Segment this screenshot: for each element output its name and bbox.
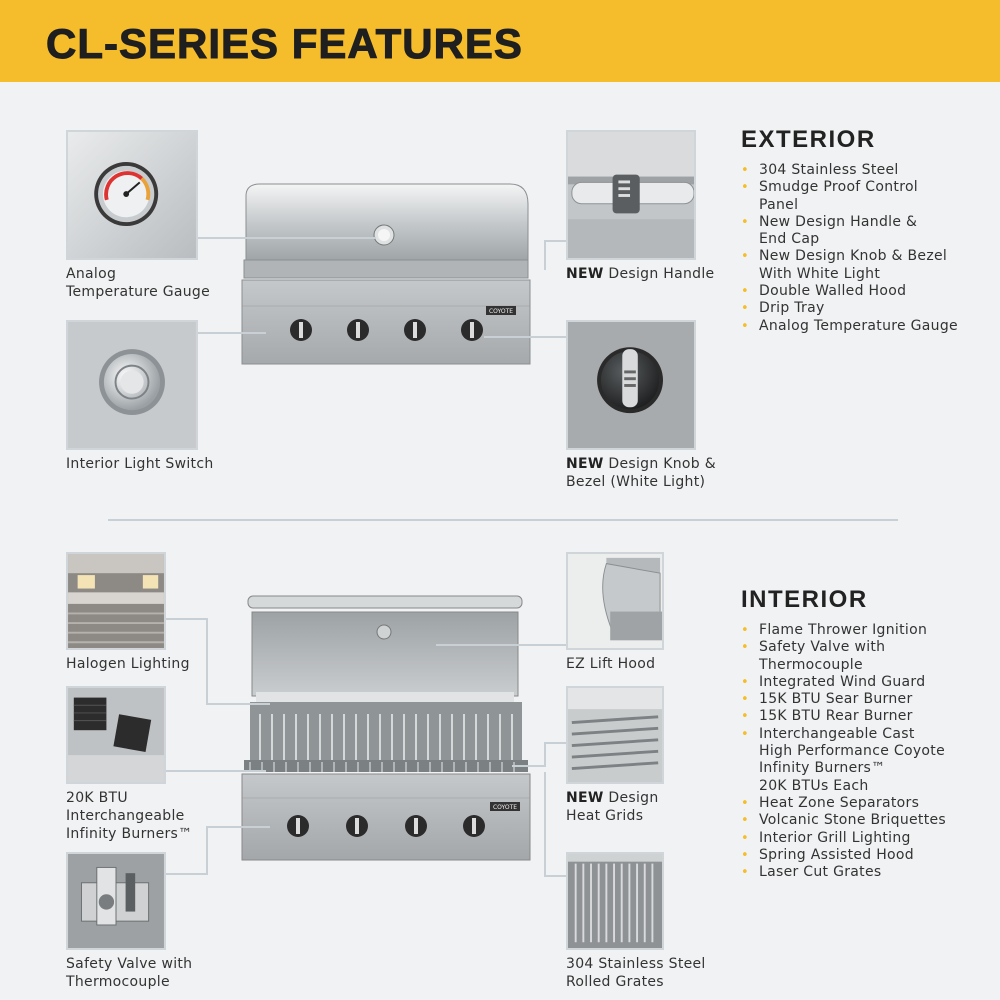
- halogen-leader-h2: [206, 703, 270, 705]
- list-item: • Interchangeable Cast: [741, 726, 946, 743]
- grids-leader-h1: [544, 742, 566, 744]
- page-title: CL-SERIES FEATURES: [46, 20, 523, 67]
- safety-leader-h1: [166, 873, 208, 875]
- list-item: • Integrated Wind Guard: [741, 674, 946, 691]
- exterior-title: EXTERIOR: [741, 126, 876, 153]
- interior-title: INTERIOR: [741, 586, 868, 613]
- safety-leader-v: [206, 826, 208, 874]
- light-switch-caption: Interior Light Switch: [66, 456, 214, 472]
- list-item: • Interior Grill Lighting: [741, 830, 946, 847]
- interior-feature-list: [741, 622, 946, 881]
- list-item: • Heat Zone Separators: [741, 795, 946, 812]
- list-item: • 15K BTU Rear Burner: [741, 708, 946, 725]
- infinity-burners-photo: [66, 686, 166, 784]
- ez-lift-caption: EZ Lift Hood: [566, 656, 656, 672]
- header-banner: [0, 0, 1000, 82]
- halogen-leader-v: [206, 618, 208, 704]
- design-knob-photo: [566, 320, 696, 450]
- burners-leader: [166, 770, 266, 772]
- list-item: • Spring Assisted Hood: [741, 847, 946, 864]
- list-item: • New Design Handle &: [741, 214, 958, 231]
- list-item: • 15K BTU Sear Burner: [741, 691, 946, 708]
- exterior-feature-list: [741, 162, 958, 335]
- ez-lift-hood-photo: [566, 552, 664, 650]
- burners-caption: 20K BTU Interchangeable Infinity Burners™: [66, 790, 193, 842]
- list-item: • Double Walled Hood: [741, 283, 958, 300]
- list-item: • Laser Cut Grates: [741, 864, 946, 881]
- list-item: • 304 Stainless Steel: [741, 162, 958, 179]
- safety-valve-photo: [66, 852, 166, 950]
- open-grill-image: [240, 594, 532, 864]
- grates-leader-v: [544, 772, 546, 876]
- list-item: • Smudge Proof Control: [741, 179, 958, 196]
- list-item-cont: End Cap: [759, 231, 820, 248]
- list-item-cont: High Performance Coyote: [759, 743, 945, 760]
- closed-grill-image: [240, 182, 532, 368]
- list-item-cont: Infinity Burners™: [759, 760, 886, 777]
- list-item: • Flame Thrower Ignition: [741, 622, 946, 639]
- list-item-cont: Thermocouple: [759, 656, 863, 673]
- light-switch-photo: [66, 320, 198, 450]
- gauge-caption: Analog Temperature Gauge: [66, 266, 211, 300]
- halogen-caption: Halogen Lighting: [66, 656, 190, 672]
- safety-valve-caption: Safety Valve with Thermocouple: [66, 956, 193, 990]
- heat-grids-photo: [566, 686, 664, 784]
- ezlift-leader: [436, 644, 566, 646]
- heat-grids-caption: NEW Design Heat Grids: [566, 790, 659, 824]
- grill-brand-label-2: COYOTE: [492, 804, 518, 811]
- handle-leader-h: [544, 240, 566, 242]
- gauge-leader: [198, 237, 376, 239]
- grids-leader-h2: [512, 765, 546, 767]
- handle-leader-v: [544, 240, 546, 270]
- grids-leader-v: [544, 742, 546, 766]
- halogen-lighting-photo: [66, 552, 166, 650]
- list-item-cont: 20K BTUs Each: [759, 777, 869, 794]
- rolled-grates-photo: [566, 852, 664, 950]
- rolled-grates-caption: 304 Stainless Steel Rolled Grates: [566, 956, 706, 990]
- list-item: • Volcanic Stone Briquettes: [741, 812, 946, 829]
- list-item-cont: With White Light: [759, 265, 881, 282]
- list-item: • Safety Valve with: [741, 639, 946, 656]
- knob-caption: NEW Design Knob & Bezel (White Light): [566, 456, 716, 490]
- list-item: • Drip Tray: [741, 300, 958, 317]
- grates-leader-h: [544, 875, 566, 877]
- list-item-cont: Panel: [759, 196, 799, 213]
- switch-leader: [198, 332, 266, 334]
- grill-brand-label: COYOTE: [488, 308, 514, 315]
- list-item: • Analog Temperature Gauge: [741, 318, 958, 335]
- safety-leader-h2: [206, 826, 270, 828]
- knob-leader: [484, 336, 566, 338]
- list-item: • New Design Knob & Bezel: [741, 248, 958, 265]
- halogen-leader-h1: [166, 618, 206, 620]
- temperature-gauge-photo: [66, 130, 198, 260]
- handle-caption: NEW Design Handle: [566, 266, 715, 282]
- section-divider: [108, 519, 898, 521]
- design-handle-photo: [566, 130, 696, 260]
